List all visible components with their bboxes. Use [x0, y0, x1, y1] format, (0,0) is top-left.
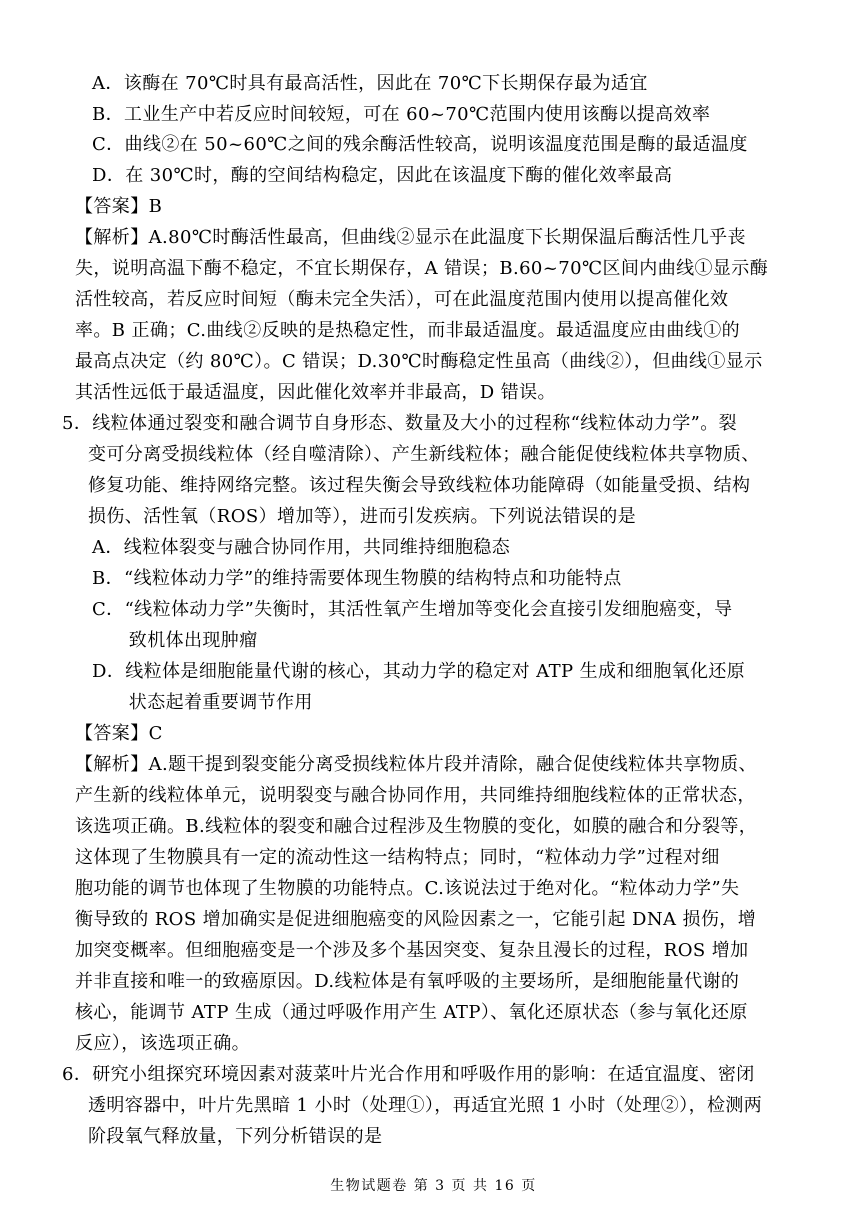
q5-option-c: C．“线粒体动力学”失衡时，其活性氧产生增加等变化会直接引发细胞癌变，导 [92, 599, 733, 620]
q5-analysis-line: 并非直接和唯一的致癌原因。D.线粒体是有氧呼吸的主要场所，是细胞能量代谢的 [75, 971, 740, 992]
q5-analysis-line: 加突变概率。但细胞癌变是一个涉及多个基因突变、复杂且漫长的过程，ROS 增加 [75, 940, 749, 961]
q5-option-d-cont: 状态起着重要调节作用 [92, 692, 313, 713]
q5-analysis-line: 【解析】A.题干提到裂变能分离受损线粒体片段并清除，融合促使线粒体共享物质、 [75, 754, 757, 775]
q5-option-d: D．线粒体是细胞能量代谢的核心，其动力学的稳定对 ATP 生成和细胞氧化还原 [92, 661, 746, 682]
q5-option-b: B．“线粒体动力学”的维持需要体现生物膜的结构特点和功能特点 [92, 568, 622, 589]
q4-option-d: D．在 30℃时，酶的空间结构稳定，因此在该温度下酶的催化效率最高 [92, 165, 673, 186]
q4-analysis-line: 最高点决定（约 80℃）。C 错误；D.30℃时酶稳定性虽高（曲线②），但曲线①显示 [75, 351, 763, 372]
q4-option-b: B．工业生产中若反应时间较短，可在 60~70℃范围内使用该酶以提高效率 [92, 104, 711, 125]
q6-stem-line: 阶段氧气释放量，下列分析错误的是 [88, 1126, 383, 1147]
q5-analysis-line: 产生新的线粒体单元，说明裂变与融合协同作用，共同维持细胞线粒体的正常状态， [75, 785, 756, 806]
q4-answer: 【答案】B [75, 196, 163, 217]
q5-stem-line: 5．线粒体通过裂变和融合调节自身形态、数量及大小的过程称“线粒体动力学”。裂 [62, 413, 738, 434]
q6-stem-line: 透明容器中，叶片先黑暗 1 小时（处理①），再适宜光照 1 小时（处理②），检测两 [88, 1095, 763, 1116]
q5-analysis-line: 衡导致的 ROS 增加确实是促进细胞癌变的风险因素之一，它能引起 DNA 损伤，增 [75, 909, 757, 930]
page-footer: 生物试题卷 第 3 页 共 16 页 [330, 1178, 537, 1194]
q5-stem-line: 修复功能、维持网络完整。该过程失衡会导致线粒体功能障碍（如能量受损、结构 [88, 475, 751, 496]
q5-stem-line: 损伤、活性氧（ROS）增加等），进而引发疾病。下列说法错误的是 [88, 506, 637, 527]
q4-analysis-line: 活性较高，若反应时间短（酶未完全失活），可在此温度范围内使用以提高催化效 [75, 289, 729, 310]
q5-answer: 【答案】C [75, 723, 163, 744]
q5-analysis-line: 核心，能调节 ATP 生成（通过呼吸作用产生 ATP）、氧化还原状态（参与氧化还原 [75, 1002, 748, 1023]
q4-analysis-line: 其活性远低于最适温度，因此催化效率并非最高，D 错误。 [75, 382, 556, 403]
q5-analysis-line: 反应），该选项正确。 [75, 1033, 250, 1054]
q5-analysis-line: 这体现了生物膜具有一定的流动性这一结构特点；同时，“粒体动力学”过程对细 [75, 847, 720, 868]
q4-analysis-line: 【解析】A.80℃时酶活性最高，但曲线②显示在此温度下长期保温后酶活性几乎丧 [75, 227, 746, 248]
q6-stem-line: 6．研究小组探究环境因素对菠菜叶片光合作用和呼吸作用的影响：在适宜温度、密闭 [62, 1064, 755, 1085]
q5-analysis-line: 该选项正确。B.线粒体的裂变和融合过程涉及生物膜的变化，如膜的融合和分裂等， [75, 816, 758, 837]
q4-option-c: C．曲线②在 50~60℃之间的残余酶活性较高，说明该温度范围是酶的最适温度 [92, 134, 748, 155]
q5-option-a: A．线粒体裂变与融合协同作用，共同维持细胞稳态 [92, 537, 511, 558]
q4-analysis-line: 失，说明高温下酶不稳定，不宜长期保存，A 错误；B.60~70℃区间内曲线①显示酶 [75, 258, 769, 279]
q4-analysis-line: 率。B 正确；C.曲线②反映的是热稳定性，而非最适温度。最适温度应由曲线①的 [75, 320, 740, 341]
q4-option-a: A．该酶在 70℃时具有最高活性，因此在 70℃下长期保存最为适宜 [92, 73, 648, 94]
q5-analysis-line: 胞功能的调节也体现了生物膜的功能特点。C.该说法过于绝对化。“粒体动力学”失 [75, 878, 740, 899]
q5-stem-line: 变可分离受损线粒体（经自噬清除）、产生新线粒体；融合能促使线粒体共享物质、 [88, 444, 760, 465]
q5-option-c-cont: 致机体出现肿瘤 [92, 630, 258, 651]
